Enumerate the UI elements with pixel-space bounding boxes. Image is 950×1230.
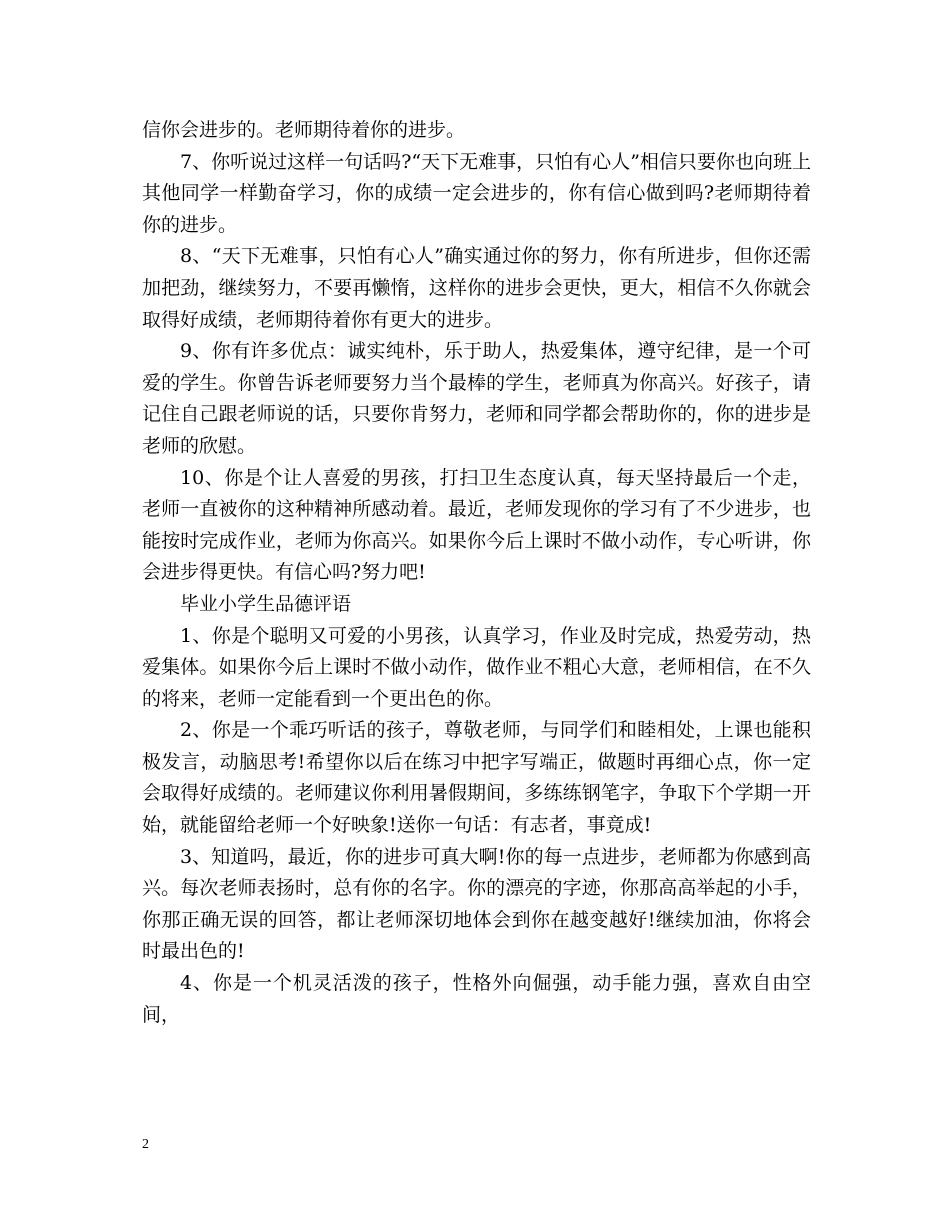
- paragraph-comment-7: 7、你听说过这样一句话吗?“天下无难事，只怕有心人”相信只要你也向班上其他同学一样勤奋学习，你的成绩一定会进步的，你有信心做到吗?老师期待着你的进步。: [142, 150, 811, 236]
- paragraph-graduation-3: 3、知道吗，最近，你的进步可真大啊!你的每一点进步，老师都为你感到高兴。每次老师表扬时，总有你的名字。你的漂亮的字迹，你那高高举起的小手，你那正确无误的回答，都让老师深切地体会到你在越变越好!继续加油，你将会时最出色的!: [142, 845, 811, 963]
- paragraph-graduation-4: 4、你是一个机灵活泼的孩子，性格外向倔强，动手能力强，喜欢自由空间，: [142, 972, 811, 1026]
- paragraph-comment-9: 9、你有许多优点：诚实纯朴，乐于助人，热爱集体，遵守纪律，是一个可爱的学生。你曾告诉老师要努力当个最棒的学生，老师真为你高兴。好孩子，请记住自己跟老师说的话，只要你肯努力，老师和同学都会帮助你的，你的进步是老师的欣慰。: [142, 340, 811, 457]
- page-number: 2: [142, 1137, 149, 1152]
- paragraph-comment-10: 10、你是个让人喜爱的男孩，打扫卫生态度认真，每天坚持最后一个走，老师一直被你的这种精神所感动着。最近，老师发现你的学习有了不少进步，也能按时完成作业，老师为你高兴。如果你今后上课时不做小动作，专心听讲，你会进步得更快。有信心吗?努力吧!: [142, 466, 811, 584]
- paragraph-comment-8: 8、“天下无难事，只怕有心人”确实通过你的努力，你有所进步，但你还需加把劲，继续努力，不要再懒惰，这样你的进步会更快，更大，相信不久你就会取得好成绩，老师期待着你有更大的进步。: [142, 245, 811, 331]
- section-heading: 毕业小学生品德评语: [180, 592, 352, 615]
- paragraph-continued: 信你会进步的。老师期待着你的进步。: [142, 119, 466, 141]
- paragraph-graduation-2: 2、你是一个乖巧听话的孩子，尊敬老师，与同学们和睦相处，上课也能积极发言，动脑思考!希望你以后在练习中把字写端正，做题时再细心点，你一定会取得好成绩的。老师建议你利用暑假期间，多练练钢笔字，争取下个学期一开始，就能留给老师一个好映象!送你一句话：有志者，事竟成!: [142, 719, 811, 837]
- paragraph-graduation-1: 1、你是个聪明又可爱的小男孩，认真学习，作业及时完成，热爱劳动，热爱集体。如果你今后上课时不做小动作，做作业不粗心大意，老师相信，在不久的将来，老师一定能看到一个更出色的你。: [142, 624, 811, 710]
- document-body: [142, 115, 811, 1031]
